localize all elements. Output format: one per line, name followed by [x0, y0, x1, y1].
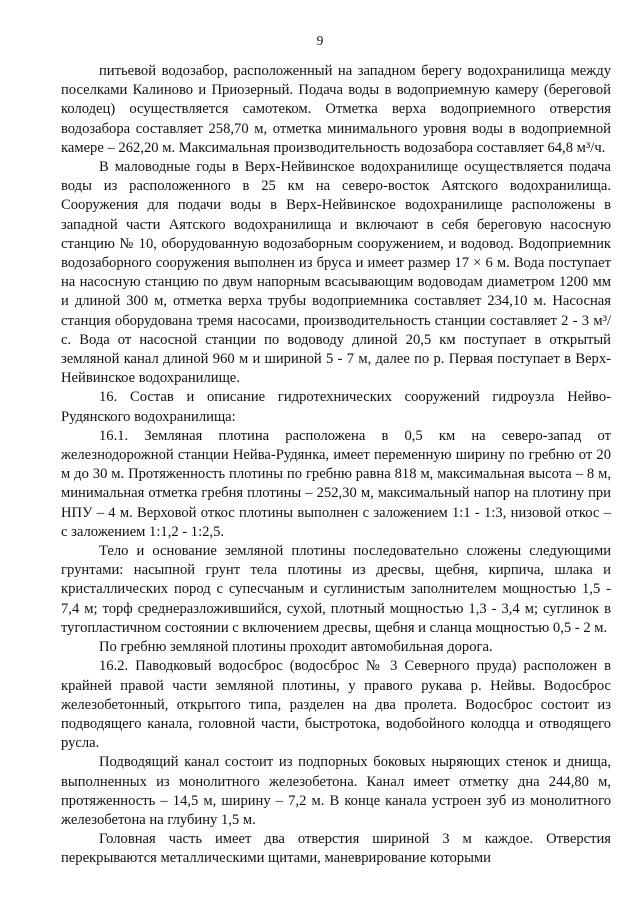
- paragraph-section-16-heading: 16. Состав и описание гидротехнических сооружений гидроузла Нейво-Рудянского водохранилища:: [61, 389, 611, 425]
- paragraph-water-intake: питьевой водозабор, расположенный на западном берегу водохранилища между поселками Калиново и Приозерный. Подача воды в водоприемную камеру (береговой колодец) осуществляется самотеком. Отметка верха водоприемного отверстия водозабора составляет 258,70 м, отметка минимального уровня воды в водоприемной камере – 262,20 м. Максимальная производительность водозабора составляет 64,8 м³/ч.: [61, 63, 611, 156]
- paragraph-approach-channel: Подводящий канал состоит из подпорных боковых ныряющих стенок и днища, выполненных из монолитного железобетона. Канал имеет отметку дна 244,80 м, протяженность – 14,5 м, ширину – 7,2 м. В конце канала устроен зуб из монолитного железобетона на глубину 1,5 м.: [61, 754, 611, 828]
- paragraph-spillway: 16.2. Паводковый водосброс (водосброс № 3 Северного пруда) расположен в крайней правой части земляной плотины, у правого рукава р. Нейвы. Водосброс железобетонный, открытого типа, разделен на два пролета. Водосброс состоит из подводящего канала, головной части, быстротока, водобойного колодца и отводящего русла.: [61, 658, 611, 752]
- paragraph-earth-dam: 16.1. Земляная плотина расположена в 0,5 км на северо-запад от железнодорожной станции Нейва-Рудянка, имеет переменную ширину по гребню от 20 м до 30 м. Протяженность плотины по гребню равна 818 м, максимальная высота – 8 м, минимальная отметка гребня плотины – 252,30 м, максимальный напор на плотину при НПУ – 4 м. Верховой откос плотины выполнен с заложением 1:1 - 1:3, низовой откос – с заложением 1:1,2 - 1:2,5.: [61, 427, 611, 540]
- document-body: [61, 62, 611, 869]
- paragraph-dam-road: По гребню земляной плотины проходит автомобильная дорога.: [99, 639, 493, 656]
- paragraph-head-section: Головная часть имеет два отверстия шириной 3 м каждое. Отверстия перекрываются металлическими щитами, маневрирование которыми: [61, 831, 611, 867]
- paragraph-ayat-reservoir-supply: В маловодные годы в Верх-Нейвинское водохранилище осуществляется подача воды из расположенного в 25 км на северо-восток Аятского водохранилища. Сооружения для подачи воды в Верх-Нейвинское водохранилище расположены в западной части Аятского водохранилища и включают в себя береговую насосную станцию № 10, оборудованную водозаборным сооружением, и водовод. Водоприемник водозаборного сооружения выполнен из бруса и имеет размер 17 × 6 м. Вода поступает на насосную станцию по двум напорным всасывающим водоводам диаметром 1200 мм и длиной 300 м, отметка верха трубы водоприемника составляет 234,10 м. Насосная станция оборудована тремя насосами, производительность станции составляет 2 - 3 м³/с. Вода от насосной станции по водоводу длиной 20,5 км поступает в открытый земляной канал длиной 960 м и шириной 5 - 7 м, далее по р. Первая поступает в Верх-Нейвинское водохранилище.: [61, 159, 611, 387]
- page-number: 9: [316, 33, 324, 48]
- paragraph-dam-soils: Тело и основание земляной плотины последовательно сложены следующими грунтами: насыпной грунт тела плотины из дресвы, щебня, кирпича, шлака и кристаллических пород с супесчаным и суглинистым заполнителем мощностью 1,5 - 7,4 м; торф среднеразложившийся, сухой, плотный мощностью 1,3 - 3,4 м; суглинок в тугопластичном состоянии с включением дресвы, щебня и сланца мощностью 0,5 - 2 м.: [61, 543, 611, 636]
